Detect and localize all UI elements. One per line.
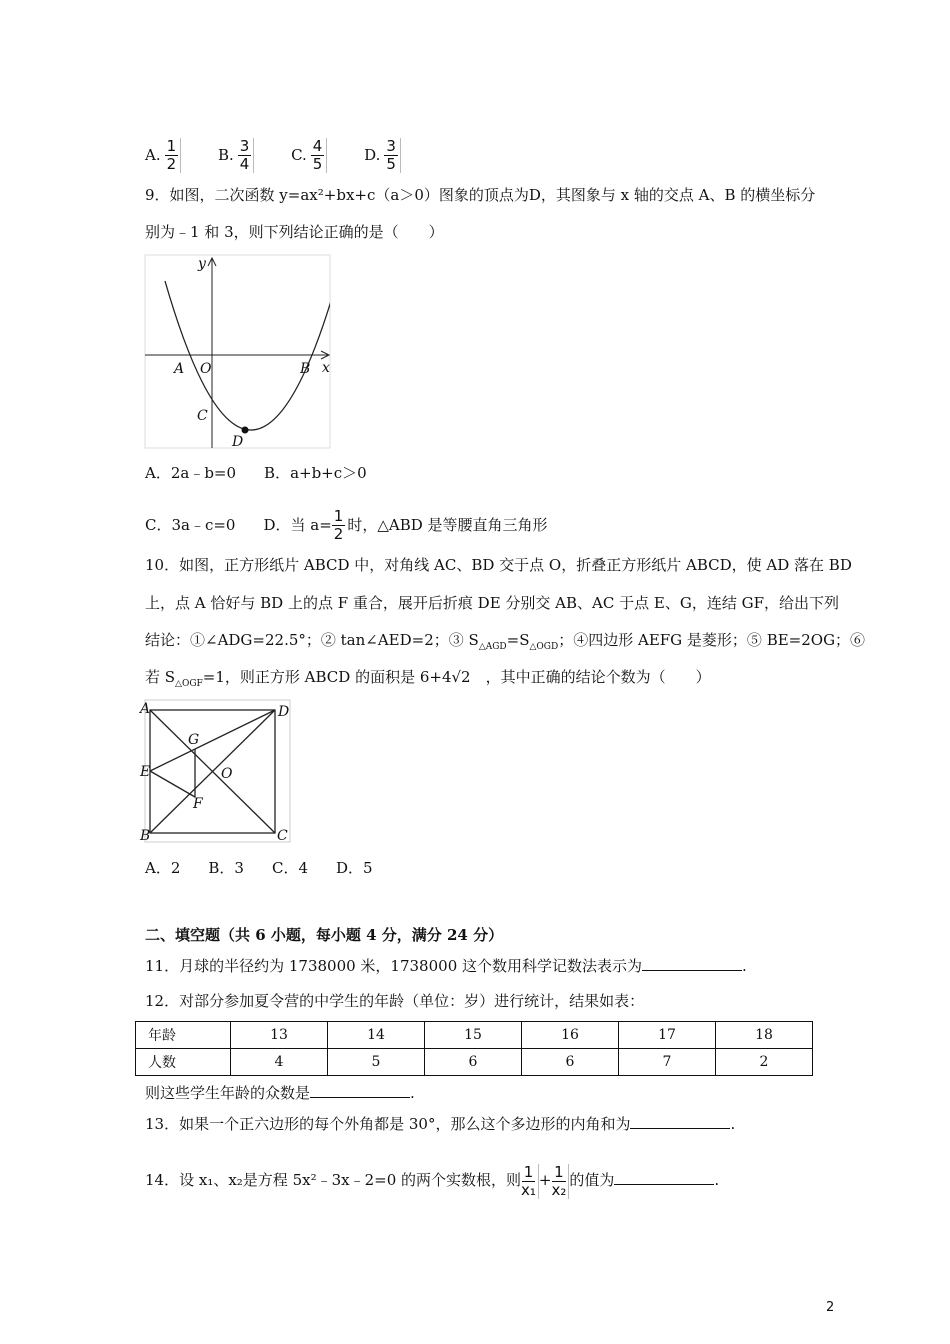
q9-line2: 别为﹣1 和 3，则下列结论正确的是（ ） [145, 223, 444, 241]
table-cell: 年龄 [136, 1022, 231, 1049]
q8-option-a: A. $\frac{1}{2}$ [145, 146, 185, 164]
q13: 13．如果一个正六边形的每个外角都是 30°，那么这个多边形的内角和为 . [145, 1115, 736, 1133]
label-e: E [140, 764, 151, 780]
label-c: C [277, 828, 288, 844]
q10-option-d: D．5 [336, 859, 373, 877]
table-cell: 人数 [136, 1049, 231, 1076]
section-2-heading: 二、填空题（共 6 小题，每小题 4 分，满分 24 分） [145, 926, 504, 944]
age-table [135, 1021, 813, 1076]
label-y: y [198, 256, 206, 272]
q11: 11．月球的半径约为 1738000 米，1738000 这个数用科学记数法表示为 . [145, 957, 747, 975]
q12-after: 则这些学生年龄的众数是 . [145, 1084, 415, 1102]
q10-line4: 若 $S_{\triangle OGF}=1$，则正方形 ABCD 的面积是 6+4√2 ，其中正确的结论个数为（ ） [145, 668, 711, 689]
label-d: D [232, 434, 244, 450]
q10-line3: 结论：①∠ADG=22.5°；② tan∠AED=2；③ $S_{\triangle AGD}=S_{\triangle OGD}$；④四边形 AEFG 是菱形；⑤ BE=2OG；⑥ [145, 631, 866, 652]
label-b: B [300, 361, 311, 377]
segment-ef [150, 771, 195, 797]
q9-line1: 9．如图，二次函数 y=ax²+bx+c（a＞0）图象的顶点为D，其图象与 x 轴的交点 A、B 的横坐标分 [145, 186, 816, 204]
q9-option-b: B．a+b+c＞0 [264, 464, 367, 482]
answer-blank [630, 1114, 730, 1129]
q8-option-c: C. $\frac{4}{5}$ [291, 146, 331, 164]
label-g: G [188, 732, 200, 748]
label-a: A [140, 701, 151, 717]
table-cell: 17 [619, 1022, 716, 1049]
answer-blank [310, 1083, 410, 1098]
q8-option-b: B. $\frac{3}{4}$ [218, 146, 258, 164]
page-number: 2 [826, 1300, 835, 1315]
table-cell: 14 [328, 1022, 425, 1049]
q10-option-b: B．3 [208, 859, 244, 877]
label-o: O [221, 766, 233, 782]
q14: 14．设 x₁、x₂是方程 5x²﹣3x﹣2=0 的两个实数根，则 $\frac{1}{\text{x₁}}$ + $\frac{1}{\text{x₂}}$ 的值为 . [145, 1162, 720, 1199]
figure-border [145, 700, 290, 842]
label-d: D [278, 704, 290, 720]
table-cell: 6 [522, 1049, 619, 1076]
q9-option-d: D．当 a= $\frac{1}{2}$ 时，△ABD 是等腰直角三角形 [263, 507, 548, 543]
q10-options [145, 858, 373, 878]
q10-option-a: A．2 [145, 859, 181, 877]
table-cell: 13 [231, 1022, 328, 1049]
crease-de [150, 710, 275, 771]
table-row [136, 1049, 813, 1076]
q8-option-d: D. $\frac{3}{5}$ [364, 146, 405, 164]
table-cell: 18 [716, 1022, 813, 1049]
label-c: C [197, 408, 208, 424]
table-cell: 6 [425, 1049, 522, 1076]
answer-blank [614, 1170, 714, 1185]
q10-option-c: C．4 [271, 859, 308, 877]
table-cell: 15 [425, 1022, 522, 1049]
table-cell: 5 [328, 1049, 425, 1076]
table-cell: 7 [619, 1049, 716, 1076]
q12: 12．对部分参加夏令营的中学生的年龄（单位：岁）进行统计，结果如表： [145, 992, 645, 1010]
q10-line2: 上，点 A 恰好与 BD 上的点 F 重合，展开后折痕 DE 分别交 AB、AC 于点 E、G，连结 GF，给出下列 [145, 594, 839, 612]
table-cell: 2 [716, 1049, 813, 1076]
table-row [136, 1022, 813, 1049]
label-o: O [200, 361, 212, 377]
label-a: A [174, 361, 185, 377]
label-f: F [193, 796, 203, 812]
label-x: x [322, 360, 330, 376]
q9-option-c: C．3a﹣c=0 [145, 515, 236, 534]
q10-line1: 10．如图，正方形纸片 ABCD 中，对角线 AC、BD 交于点 O，折叠正方形纸片 ABCD，使 AD 落在 BD [145, 556, 852, 574]
q9-option-a: A．2a﹣b=0 [145, 464, 237, 482]
answer-blank [642, 956, 742, 971]
table-cell: 4 [231, 1049, 328, 1076]
label-b: B [140, 828, 151, 844]
table-cell: 16 [522, 1022, 619, 1049]
